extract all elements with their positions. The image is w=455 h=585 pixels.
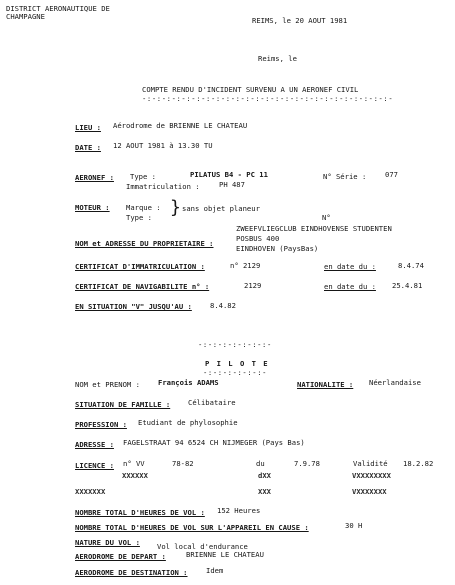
- pilote-nature-label: NATURE DU VOL :: [75, 538, 140, 547]
- struck-text-1a: XXXXXX: [122, 471, 148, 480]
- struck-text-2c: VXXXXXXX: [352, 487, 387, 496]
- pilote-profession-value: Etudiant de phylosophie: [138, 418, 238, 427]
- pilote-nom-value: François ADAMS: [158, 378, 219, 387]
- lieu-label: LIEU :: [75, 123, 101, 132]
- org-line-2: CHAMPAGNE: [6, 12, 45, 21]
- struck-text-1b: dXX: [258, 471, 271, 480]
- pilote-validite-value: 18.2.82: [403, 459, 434, 468]
- struck-text-1c: VXXXXXXXX: [352, 471, 391, 480]
- pilote-heures-type-value: 30 H: [345, 521, 363, 530]
- reims-le: Reims, le: [258, 54, 297, 63]
- struck-text-2b: XXX: [258, 487, 271, 496]
- pilote-depart-value: BRIENNE LE CHATEAU: [186, 550, 264, 559]
- struck-text-2a: XXXXXXX: [75, 487, 106, 496]
- pilote-licence-no: n° VV: [123, 459, 145, 468]
- moteur-marque-label: Marque :: [126, 203, 161, 212]
- aeronef-type-value: PILATUS B4 - PC 11: [190, 170, 268, 179]
- aeronef-serie-label: N° Série :: [323, 172, 367, 181]
- immat-cert-value: n° 2129: [230, 261, 261, 270]
- pilote-du-value: 7.9.78: [294, 459, 320, 468]
- pilote-du-label: du: [256, 459, 265, 468]
- moteur-brace: }: [170, 197, 181, 218]
- nav-cert-date-label: en date du :: [324, 282, 376, 291]
- pilote-heures-value: 152 Heures: [217, 506, 261, 515]
- document-title: COMPTE RENDU D'INCIDENT SURVENU A UN AERONEF CIVIL: [142, 85, 359, 94]
- immat-cert-label: CERTIFICAT D'IMMATRICULATION :: [75, 262, 205, 271]
- pilote-situation-label: SITUATION DE FAMILLE :: [75, 400, 171, 409]
- pilote-destination-value: Idem: [206, 566, 224, 575]
- nav-cert-label: CERTIFICAT DE NAVIGABILITE n° :: [75, 282, 210, 291]
- aeronef-immat-label: Immatriculation :: [126, 182, 200, 191]
- aeronef-type-label: Type :: [130, 172, 156, 181]
- aeronef-serie-value: 077: [385, 170, 398, 179]
- pilote-validite-label: Validité: [353, 459, 388, 468]
- immat-cert-date-label: en date du :: [324, 262, 376, 271]
- pilote-nature-value: Vol local d'endurance: [157, 542, 248, 551]
- pilote-depart-label: AERODROME DE DEPART :: [75, 552, 166, 561]
- pilote-situation-value: Célibataire: [188, 398, 236, 407]
- moteur-type-label: Type :: [126, 213, 152, 222]
- pilote-licence-label: LICENCE :: [75, 461, 114, 470]
- aeronef-label: AERONEF :: [75, 173, 114, 182]
- pilote-adresse-value: FAGELSTRAAT 94 6524 CH NIJMEGER (Pays Bas): [123, 438, 305, 447]
- title-dashes: -:-:-:-:-:-:-:-:-:-:-:-:-:-:-:-:-:-:-:-:-:-:-:-:-:-: [142, 94, 394, 103]
- moteur-label: MOTEUR :: [75, 203, 110, 212]
- date-label: DATE :: [75, 143, 101, 152]
- proprietaire-line-1: ZWEEFVLIEGCLUB EINDHOVENSE STUDENTEN: [236, 224, 392, 233]
- pilote-heading-dashes: -:-:-:-:-:-:-: [203, 368, 268, 377]
- lieu-value: Aérodrome de BRIENNE LE CHATEAU: [113, 121, 248, 130]
- proprietaire-label: NOM et ADRESSE DU PROPRIETAIRE :: [75, 239, 214, 248]
- pilote-adresse-label: ADRESSE :: [75, 440, 114, 449]
- pilote-heures-label: NOMBRE TOTAL D'HEURES DE VOL :: [75, 508, 205, 517]
- pilote-nom-label: NOM et PRENOM :: [75, 380, 140, 389]
- moteur-value: sans objet planeur: [182, 204, 260, 213]
- pilote-heures-type-label: NOMBRE TOTAL D'HEURES DE VOL SUR L'APPAREIL EN CAUSE :: [75, 523, 309, 532]
- nav-cert-value: 2129: [244, 281, 262, 290]
- pilote-destination-label: AERODROME DE DESTINATION :: [75, 568, 188, 577]
- proprietaire-line-2: POSBUS 400: [236, 234, 280, 243]
- pilote-heading: P I L O T E: [205, 359, 270, 368]
- situation-label: EN SITUATION "V" JUSQU'AU :: [75, 302, 192, 311]
- aeronef-immat-value: PH 487: [219, 180, 245, 189]
- proprietaire-line-3: EINDHOVEN (PaysBas): [236, 244, 319, 253]
- place-date: REIMS, le 20 AOUT 1981: [252, 16, 348, 25]
- situation-value: 8.4.82: [210, 301, 236, 310]
- pilote-licence-num: 78-82: [172, 459, 194, 468]
- immat-cert-date-value: 8.4.74: [398, 261, 424, 270]
- date-value: 12 AOUT 1981 à 13.30 TU: [113, 141, 213, 150]
- pilote-nat-label: NATIONALITE :: [297, 380, 354, 389]
- section-separator: -:-:-:-:-:-:-:-: [198, 340, 272, 349]
- moteur-no-label: N°: [322, 213, 331, 222]
- pilote-nat-value: Néerlandaise: [369, 378, 421, 387]
- nav-cert-date-value: 25.4.81: [392, 281, 423, 290]
- pilote-profession-label: PROFESSION :: [75, 420, 127, 429]
- org-line-1: DISTRICT AERONAUTIQUE DE: [6, 4, 110, 13]
